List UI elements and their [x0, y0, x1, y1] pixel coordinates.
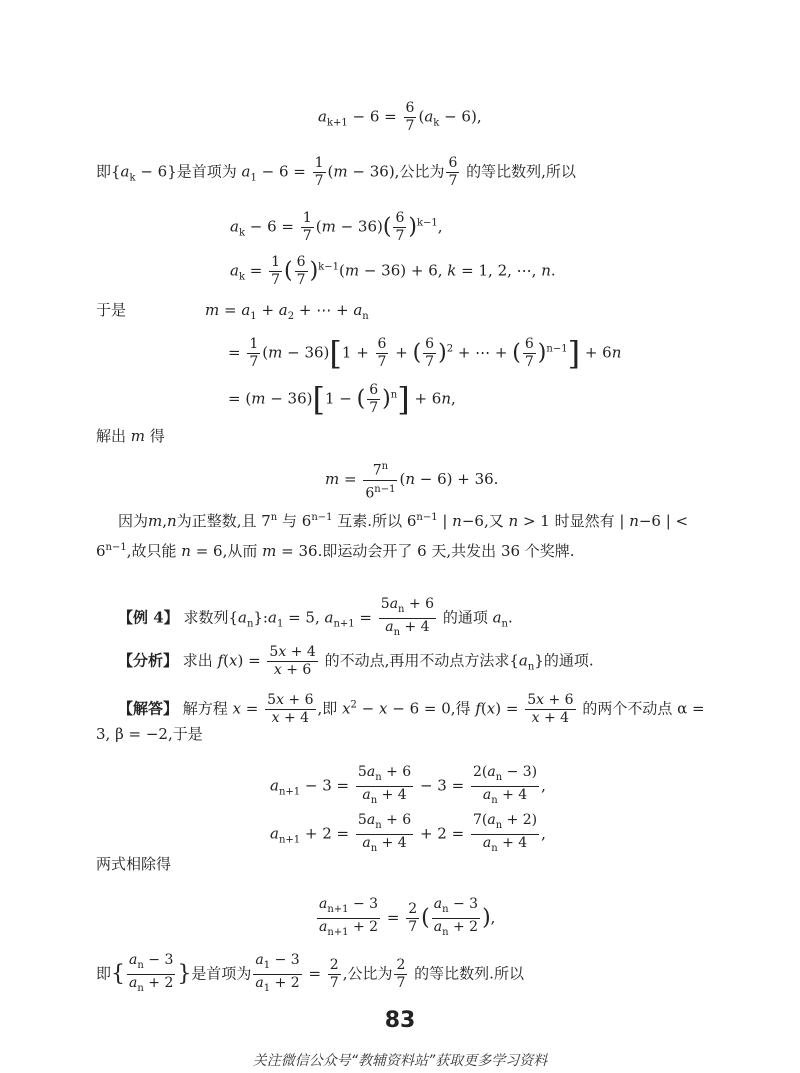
footer-watermark: 关注微信公众号“教辅资料站”获取更多学习资料	[252, 1053, 548, 1069]
equation-3: $a_k$ = $\frac{1}{7}$ ( $\frac{6}{7}$ )$^{k-1}$(m − 36) + 6, k = 1, 2, ⋯, n.	[230, 254, 556, 288]
text-line-divide: 两式相除得	[96, 855, 172, 873]
equation-6: $a_{n+1} - 3$ = $\frac{5a_n + 6}{a_n + 4}$ − 3 = $\frac{2(a_n - 3)}{a_n + 4}$ ,	[270, 764, 546, 809]
equation-4a: $m = a_1 + a_2$ + ⋯ + $a_n$	[205, 301, 369, 322]
equation-5: m = $\frac{7^n}{6^{n-1}}$ (n − 6) + 36.	[325, 461, 499, 502]
equation-4b: = $\frac{1}{7}$ (m − 36)[1 + $\frac{6}{7}$ + ( $\frac{6}{7}$ )$^2$ + ⋯ + ( $\frac{6}{7}$ )$^{n-1}$] + 6n	[228, 334, 622, 373]
example-4-tag: 【例 4】	[118, 608, 179, 627]
paragraph-1-line-1: 因为m,n为正整数,且 7$^n$ 与 $6^{n-1}$ 互素.所以 $6^{n-1}$ | n−6,又 n > 1 时显然有 | n−6 | <	[118, 512, 689, 530]
page-number: 83	[384, 1008, 416, 1033]
text-line-last: 即{ $\frac{a_n - 3}{a_n + 2}$ }是首项为 $\frac{a_1 - 3}{a_1 + 2}$ = $\frac{2}{7}$ ,公比为 $\frac{2}{7}$ 的等比数列.所以	[96, 952, 524, 997]
equation-8: $\frac{a_{n+1} - 3}{a_{n+1} + 2}$ = $\frac{2}{7}$ ( $\frac{a_n - 3}{a_n + 2}$ ),	[315, 896, 495, 941]
solution-tag: 【解答】	[118, 699, 179, 718]
solution-line-2: 3, β = −2,于是	[96, 725, 203, 743]
equation-4c: = (m − 36)[1 − ( $\frac{6}{7}$ )$^n$] + 6n,	[228, 380, 456, 419]
paragraph-1-line-2: $6^{n-1}$,故只能 n = 6,从而 m = 36.即运动会开了 6 天,共发出 36 个奖牌.	[96, 542, 575, 560]
solution-line-1: 【解答】 解方程 x = $\frac{5x + 6}{x + 4}$ ,即 $x^2 - x - 6 = 0$,得 f(x) = $\frac{5x + 6}{x + 4}$ 的两个不动点 α =	[118, 692, 705, 726]
equation-2: $a_k - 6$ = $\frac{1}{7}$ (m − 36)( $\frac{6}{7}$ )$^{k-1}$,	[230, 210, 443, 244]
text-line-solve: 解出 m 得	[96, 427, 165, 445]
analysis: 【分析】 求出 f(x) = $\frac{5x + 4}{x + 6}$ 的不动点,再用不动点方法求$\{a_n\}$的通项.	[118, 644, 594, 678]
equation-1: $a_{k+1} - 6$ = $\frac{6}{7}$ $(a_k - 6)$,	[318, 100, 482, 134]
analysis-tag: 【分析】	[118, 651, 179, 670]
example-4: 【例 4】 求数列$\{a_n\}:a_1 = 5$, $a_{n+1}$ = $\frac{5a_n + 6}{a_n + 4}$ 的通项 $a_n$.	[118, 596, 513, 641]
equation-7: $a_{n+1} + 2$ = $\frac{5a_n + 6}{a_n + 4}$ + 2 = $\frac{7(a_n + 2)}{a_n + 4}$ ,	[270, 812, 546, 857]
label-yushi: 于是	[96, 301, 127, 319]
text-line-geometric: 即$\{a_k - 6\}$是首项为 $a_1 - 6$ = $\frac{1}{7}$ (m − 36),公比为 $\frac{6}{7}$ 的等比数列,所以	[96, 155, 576, 189]
